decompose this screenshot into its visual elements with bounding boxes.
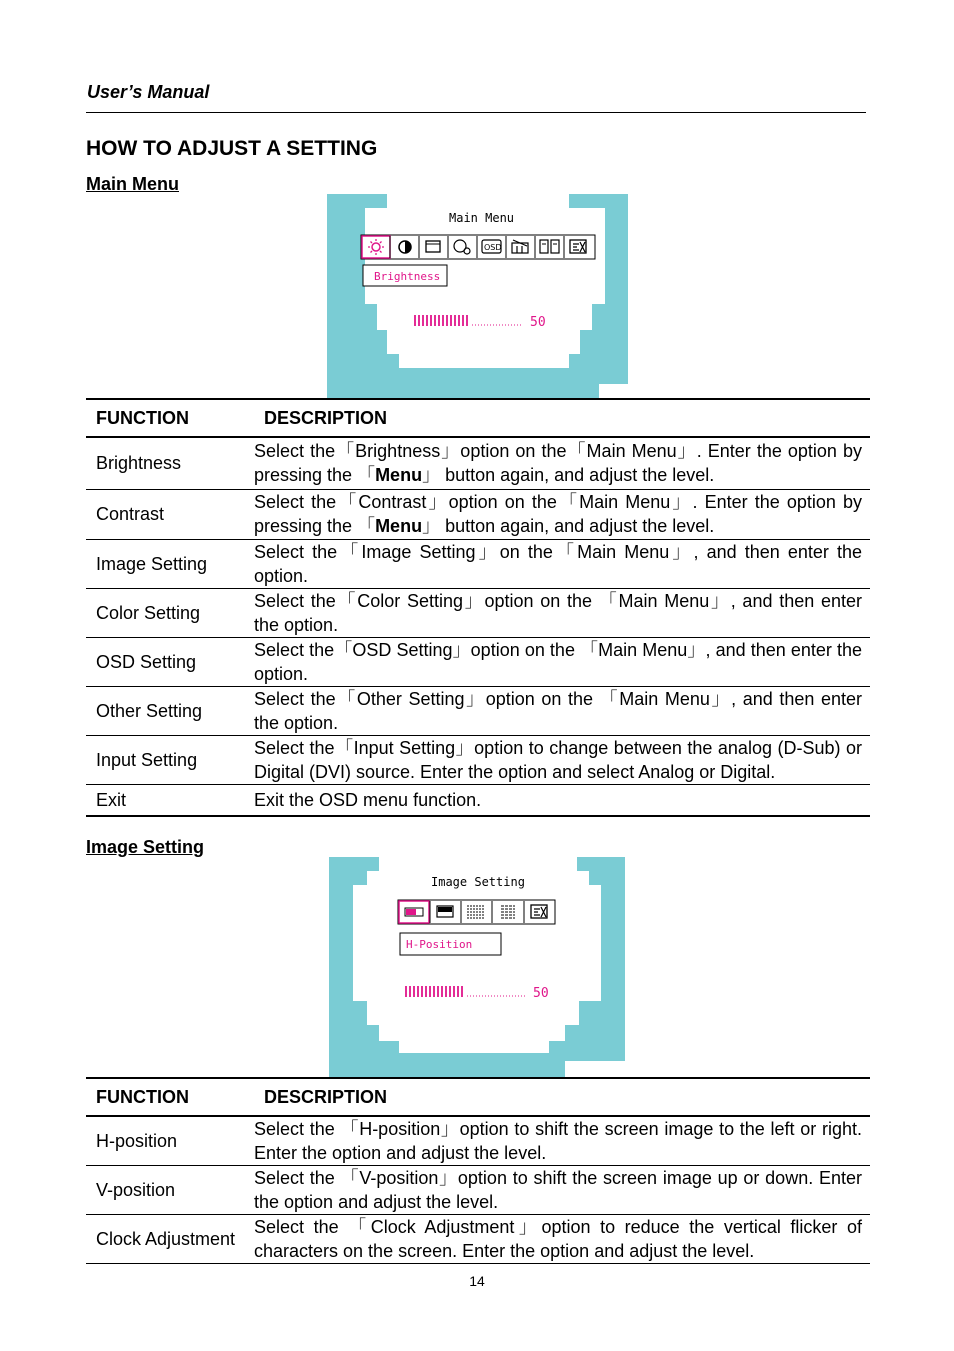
table-row [86,588,870,637]
image-setting-table [86,1077,870,1264]
col-function-header: FUNCTION [96,407,189,428]
table-row [86,1215,870,1264]
osd-level-value: 50 [533,986,549,1001]
manual-header: User’s Manual [87,82,210,102]
osd-title: Image Setting [431,875,525,889]
main-menu-table [86,398,870,817]
main-menu-heading: Main Menu [86,174,179,194]
description-cell: Select the「Input Setting」option to change between the analog (D-Sub) or Digital (DVI) source. Enter the option and select Analog or Digital. [254,735,870,784]
table-row [86,735,870,784]
table-header-row [86,399,870,437]
function-cell: V-position [86,1166,254,1215]
description-cell: Select the「Contrast」option on the「Main Menu」. Enter the option by pressing the 「Menu」 button again, and adjust the level. [254,489,870,539]
col-description-header: DESCRIPTION [264,407,388,428]
function-cell: H-position [86,1116,254,1166]
table-row [86,637,870,686]
function-cell: Image Setting [86,539,254,588]
col-function-header: FUNCTION [96,1086,189,1107]
description-cell: Select the 「V-position」option to shift the screen image up or down. Enter the option and adjust the level. [254,1166,870,1215]
table-header-row [86,1078,870,1116]
osd-icon-bar [361,235,595,259]
osd-level-bar [415,315,523,326]
function-cell: Clock Adjustment [86,1215,254,1264]
image-setting-heading: Image Setting [86,837,205,857]
osd-icon-bar [398,900,555,924]
function-cell: Other Setting [86,686,254,735]
image-setting-osd-image [329,857,625,1077]
table-row [86,437,870,489]
function-cell: Contrast [86,489,254,539]
description-cell: Select the「Image Setting」on the「Main Menu」, and then enter the option. [254,539,870,588]
description-cell: Exit the OSD menu function. [254,784,870,816]
description-cell: Select the「Color Setting」option on the 「Main Menu」, and then enter the option. [254,588,870,637]
function-cell: Brightness [86,437,254,489]
table-row [86,539,870,588]
osd-selected-label: H-Position [406,938,473,951]
svg-text:OSD: OSD [484,243,502,252]
description-cell: Select the「Other Setting」option on the 「Main Menu」, and then enter the option. [254,686,870,735]
page-number: 14 [469,1273,485,1289]
table-row [86,784,870,816]
table-row [86,1166,870,1215]
function-cell: OSD Setting [86,637,254,686]
description-cell: Select the 「H-position」option to shift the screen image to the left or right. Enter the option and adjust the level. [254,1116,870,1166]
header-rule [86,112,866,113]
osd-level-value: 50 [530,315,546,330]
function-cell: Color Setting [86,588,254,637]
section-title: HOW TO ADJUST A SETTING [86,137,378,160]
function-cell: Input Setting [86,735,254,784]
description-cell: Select the 「Clock Adjustment」option to reduce the vertical flicker of characters on the screen. Enter the option and adjust the level. [254,1215,870,1264]
table-row [86,489,870,539]
function-cell: Exit [86,784,254,816]
osd-title: Main Menu [449,211,515,225]
table-row [86,686,870,735]
col-description-header: DESCRIPTION [264,1086,388,1107]
osd-selected-label: Brightness [374,270,441,283]
description-cell: Select the「Brightness」option on the「Main Menu」. Enter the option by pressing the 「Menu」 button again, and adjust the level. [254,437,870,489]
osd-level-bar [406,986,525,997]
description-cell: Select the「OSD Setting」option on the 「Main Menu」, and then enter the option. [254,637,870,686]
main-menu-osd-image [327,194,628,398]
table-row [86,1116,870,1166]
